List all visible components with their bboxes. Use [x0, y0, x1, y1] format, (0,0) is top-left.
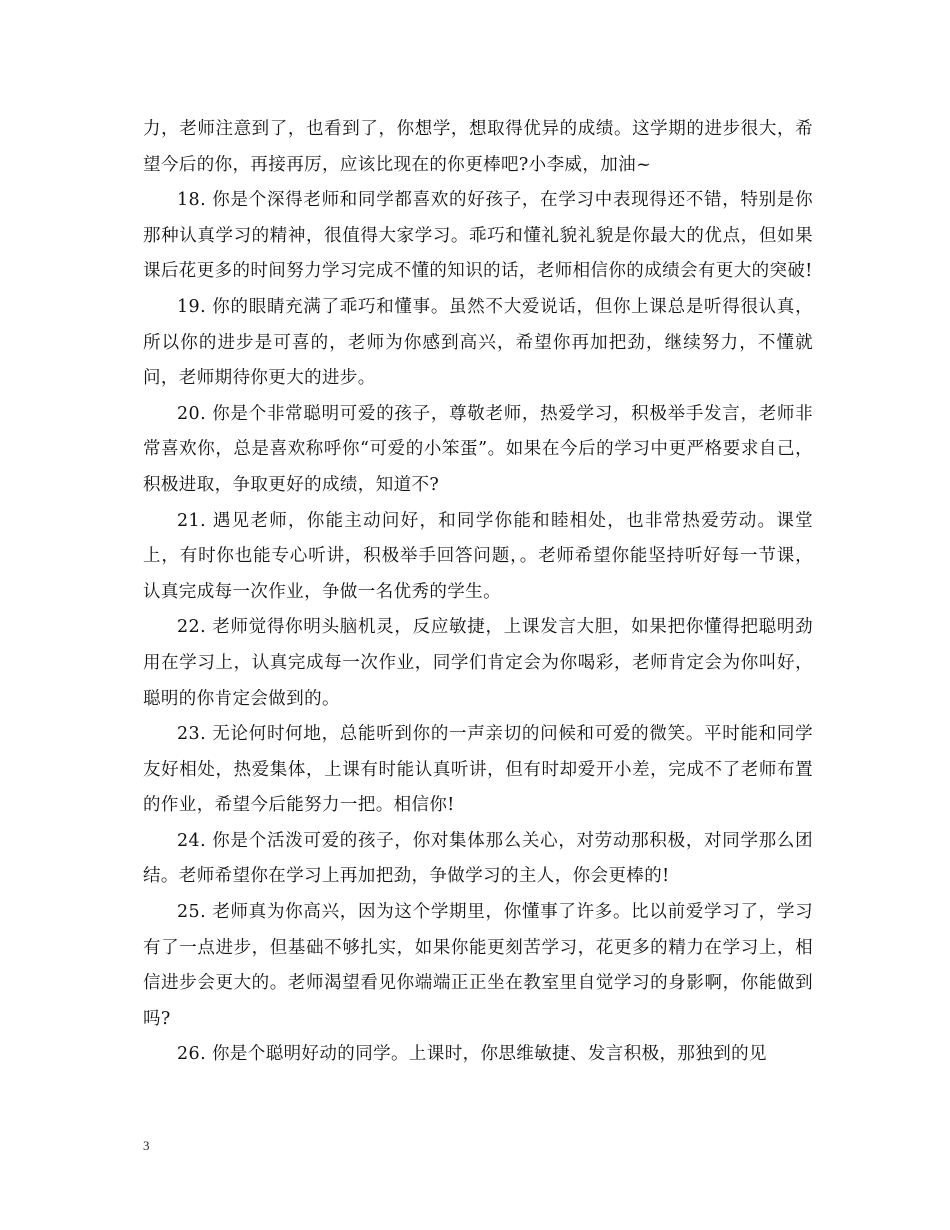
paragraph-item-24: 24. 你是个活泼可爱的孩子，你对集体那么关心，对劳动那积极，对同学那么团结。老师希望你在学习上再加把劲，争做学习的主人，你会更棒的! — [143, 830, 813, 887]
paragraph-item-20: 20. 你是个非常聪明可爱的孩子，尊敬老师，热爱学习，积极举手发言，老师非常喜欢你，总是喜欢称呼你“可爱的小笨蛋”。如果在今后的学习中更严格要求自己，积极进取，争取更好的成绩，知道不? — [143, 403, 813, 495]
paragraph-item-23: 23. 无论何时何地，总能听到你的一声亲切的问候和可爱的微笑。平时能和同学友好相处，热爱集体，上课有时能认真听讲，但有时却爱开小差，完成不了老师布置的作业，希望今后能努力一把。相信你! — [143, 724, 813, 816]
paragraph-item-19: 19. 你的眼睛充满了乖巧和懂事。虽然不大爱说话，但你上课总是听得很认真，所以你的进步是可喜的，老师为你感到高兴，希望你再加把劲，继续努力，不懂就问，老师期待你更大的进步。 — [143, 296, 813, 389]
paragraph-item-26: 26. 你是个聪明好动的同学。上课时，你思维敏捷、发言积极，那独到的见 — [177, 1044, 767, 1065]
paragraph-continuation: 力，老师注意到了，也看到了，你想学，想取得优异的成绩。这学期的进步很大，希望今后的你，再接再厉，应该比现在的你更棒吧?小李威，加油~ — [143, 119, 813, 175]
paragraph-item-21: 21. 遇见老师，你能主动问好，和同学你能和睦相处，也非常热爱劳动。课堂上，有时你也能专心听讲，积极举手回答问题，。老师希望你能坚持听好每一节课，认真完成每一次作业，争做一名优秀的学生。 — [143, 510, 813, 602]
paragraph-item-25: 25. 老师真为你高兴，因为这个学期里，你懂事了许多。比以前爱学习了，学习有了一点进步，但基础不够扎实，如果你能更刻苦学习，花更多的精力在学习上，相信进步会更大的。老师渴望看见你端端正正坐在教室里自觉学习的身影啊，你能做到吗? — [143, 902, 813, 1029]
paragraph-item-18: 18. 你是个深得老师和同学都喜欢的好孩子，在学习中表现得还不错，特别是你那种认真学习的精神，很值得大家学习。乖巧和懂礼貌礼貌是你最大的优点，但如果课后花更多的时间努力学习完成不懂的知识的话，老师相信你的成绩会有更大的突破! — [143, 190, 813, 282]
page-body — [143, 112, 813, 1073]
page-number: 3 — [143, 1138, 150, 1153]
paragraph-item-22: 22. 老师觉得你明头脑机灵，反应敏捷，上课发言大胆，如果把你懂得把聪明劲用在学习上，认真完成每一次作业，同学们肯定会为你喝彩，老师肯定会为你叫好，聪明的你肯定会做到的。 — [143, 617, 813, 709]
